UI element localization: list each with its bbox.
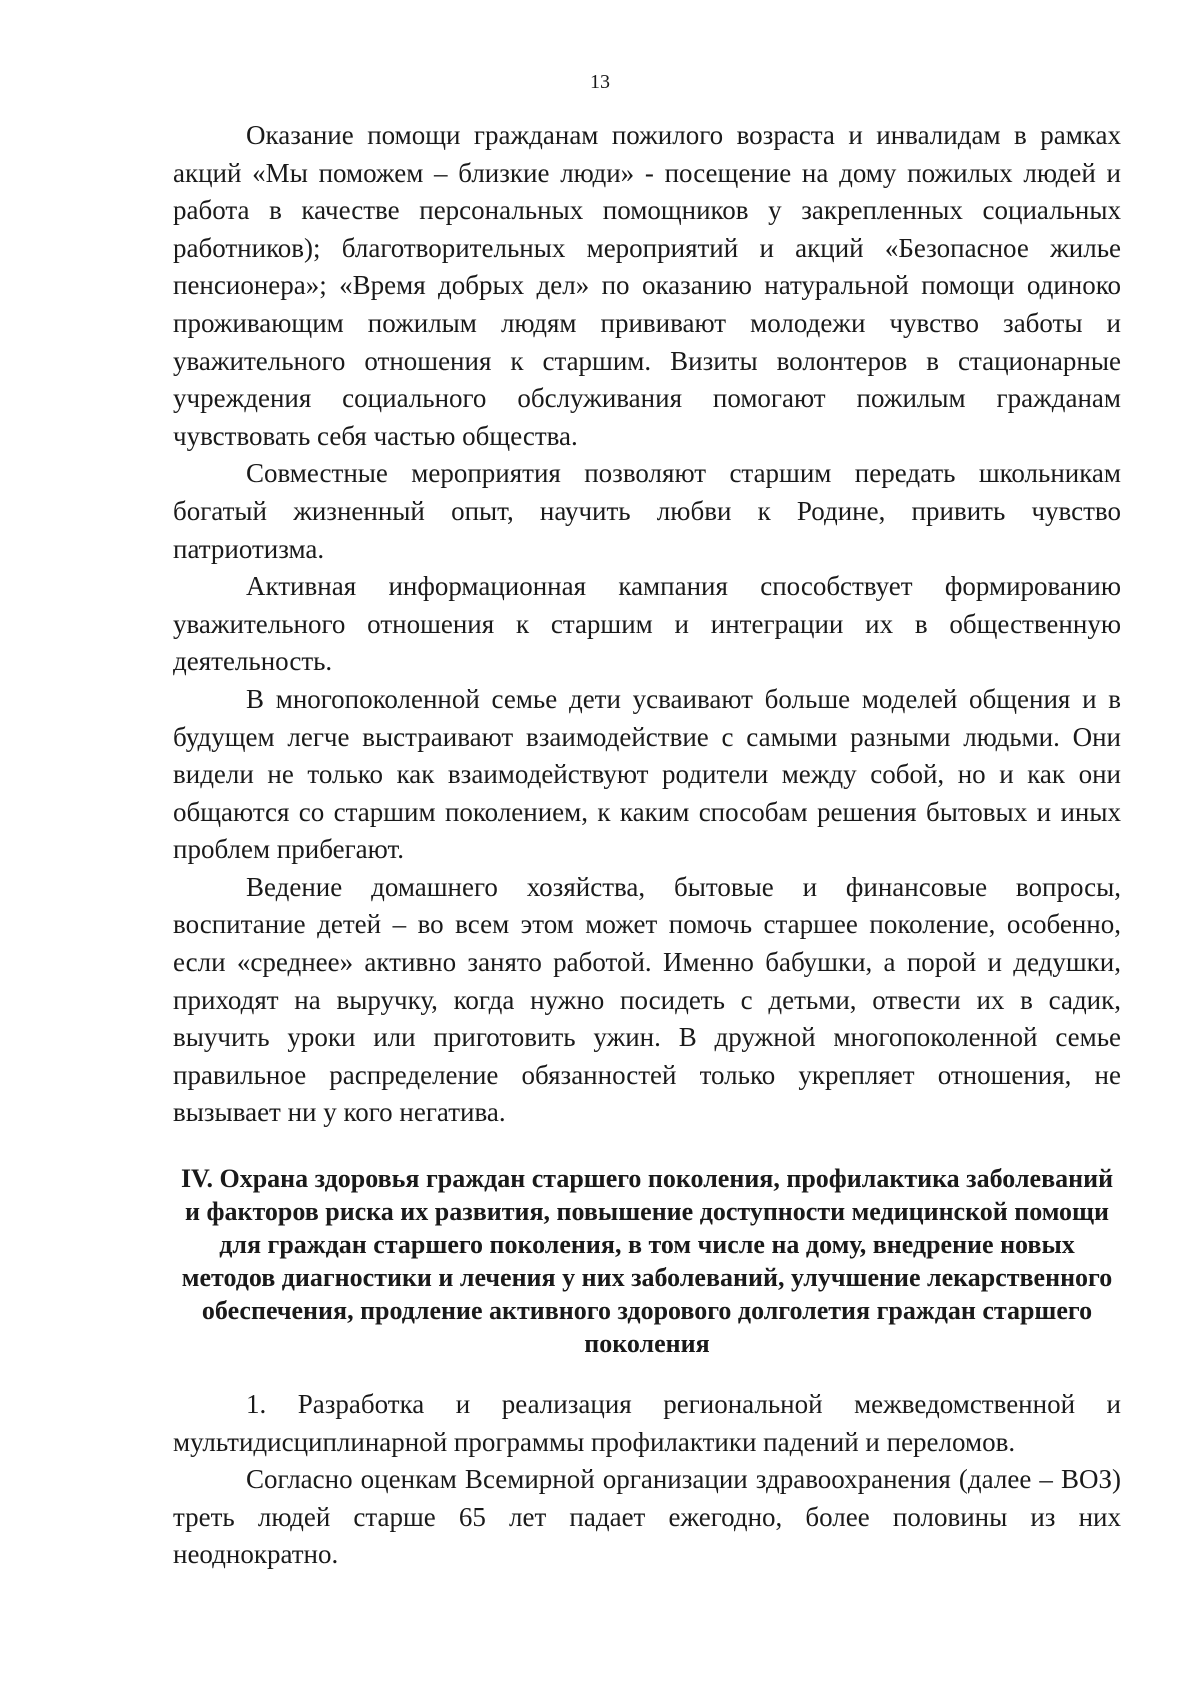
paragraph-joint-events: Совместные мероприятия позволяют старшим передать школьникам богатый жизненный опыт, научить любви к Родине, привить чувство патриотизма. (173, 458, 1121, 564)
paragraph-program-item-1: 1. Разработка и реализация региональной межведомственной и мультидисциплинарной программы профилактики падений и переломов. (173, 1389, 1121, 1457)
section-heading: IV. Охрана здоровья граждан старшего поколения, профилактика заболеваний и факторов риска их развития, повышение доступности медицинской помощи для граждан старшего поколения, в том числе на дому, внедрение новых методов диагностики и лечения у них заболеваний, улучшение лекарственного обеспечения, продление активного здорового долголетия граждан старшего поколения (180, 1164, 1114, 1358)
paragraph-information-campaign: Активная информационная кампания способствует формированию уважительного отношения к старшим и интеграции их в общественную деятельность. (173, 571, 1121, 677)
page-number: 13 (590, 71, 610, 93)
paragraph-who-estimates: Согласно оценкам Всемирной организации здравоохранения (далее – ВОЗ) треть людей старше 65 лет падает ежегодно, более половины из них неоднократно. (173, 1464, 1121, 1570)
body-text-top (173, 117, 1121, 1132)
paragraph-household-help: Ведение домашнего хозяйства, бытовые и финансовые вопросы, воспитание детей – во всем этом может помочь старшее поколение, особенно, если «среднее» активно занято работой. Именно бабушки, а порой и дедушки, приходят на выручку, когда нужно посидеть с детьми, отвести их в садик, выучить уроки или приготовить ужин. В дружной многопоколенной семье правильное распределение обязанностей только укрепляет отношения, не вызывает ни у кого негатива. (173, 871, 1121, 1128)
body-text-bottom (173, 1386, 1121, 1574)
paragraph-volunteer-help: Оказание помощи гражданам пожилого возраста и инвалидам в рамках акций «Мы поможем – близкие люди» - посещение на дому пожилых людей и работа в качестве персональных помощников у закрепленных социальных работников); благотворительных мероприятий и акций «Безопасное жилье пенсионера»; «Время добрых дел» по оказанию натуральной помощи одиноко проживающим пожилым людям прививают молодежи чувство заботы и уважительного отношения к старшим. Визиты волонтеров в стационарные учреждения социального обслуживания помогают пожилым гражданам чувствовать себя частью общества. (173, 120, 1121, 451)
paragraph-multigenerational-family: В многопоколенной семье дети усваивают больше моделей общения и в будущем легче выстраивают взаимодействие с самыми разными людьми. Они видели не только как взаимодействуют родители между собой, но и как они общаются со старшим поколением, к каким способам решения бытовых и иных проблем прибегают. (173, 683, 1121, 865)
